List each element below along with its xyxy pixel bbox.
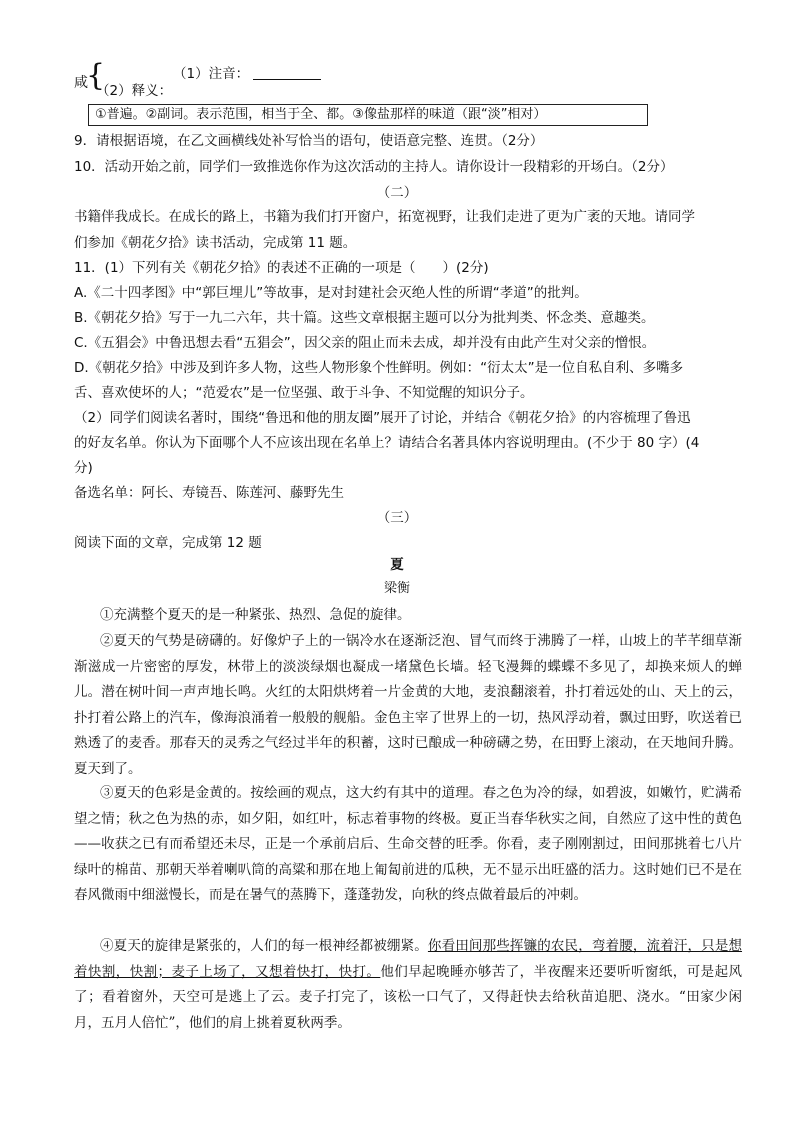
option-d-line-2: 舌、喜欢使坏的人；“范爱农”是一位坚强、敢于斗争、不知觉醒的知识分子。 xyxy=(74,385,534,401)
question-9: 9．请根据语境，在乙文画横线处补写恰当的语句，使语意完整、连贯。（2分） xyxy=(74,133,544,149)
candidate-name-list: 备选名单：阿长、寿镜吾、陈莲河、藤野先生 xyxy=(74,485,344,501)
option-d-line-1: D.《朝花夕拾》中涉及到许多人物，这些人物形象个性鲜明。例如：“衍太太”是一位自私自利、多嘴多 xyxy=(74,360,684,376)
intro-2-line-2: 们参加《朝花夕拾》读书活动，完成第 11 题。 xyxy=(74,235,357,251)
option-b: B.《朝花夕拾》写于一九二六年，共十篇。这些文章根据主题可以分为批判类、怀念类、意趣类。 xyxy=(74,310,655,326)
definition-box: ①普遍。②副词。表示范围，相当于全、都。③像盐那样的味道（跟“淡”相对） xyxy=(88,104,648,126)
option-a: A.《二十四孝图》中“郭巨埋儿”等故事，是对封建社会灭绝人性的所谓“孝道”的批判。 xyxy=(74,285,588,301)
essay-author: 梁衡 xyxy=(383,581,410,596)
question-11-part-2-line-2: 的好友名单。你认为下面哪个人不应该出现在名单上？请结合名著具体内容说明理由。(不少于 80 字）(4 xyxy=(74,435,700,451)
essay-title: 夏 xyxy=(390,557,404,573)
paragraph-4-underlined: 你看田间那些挥镰的农民，弯着腰，流着汗，只是想着快割，快割；麦子上场了，又想着快打，快打。 xyxy=(74,938,743,980)
essay-paragraph-3: ③夏天的色彩是金黄的。按绘画的观点，这大约有其中的道理。春之色为冷的绿，如碧波，如嫩竹，贮满希望之情；秋之色为热的赤，如夕阳，如红叶，标志着事物的终极。夏正当春华秋实之间，自然应了这中性的黄色——收获之已有而希望还未尽，正是一个承前启后、生命交替的旺季。你看，麦子刚刚割过，田间那挑着七八片绿叶的棉苗、那朝天举着喇叭筒的高粱和那在地上匍匐前进的瓜秧，无不显示出旺盛的活力。这时她们已不是在春风微雨中细滋慢长，而是在暑气的蒸腾下，蓬蓬勃发，向秋的终点做着最后的冲刺。 xyxy=(74,785,742,903)
paragraph-4-rest: 他们早起晚睡亦够苦了，半夜醒来还要听听窗纸，可是起风了；看着窗外，天空可是逃上了云。麦子打完了，该松一口气了，又得赶快去给秋苗追肥、浇水。“田家少闲月，五月人倍忙”，他们的肩上挑着夏秋两季。 xyxy=(74,963,743,1031)
curly-brace: { xyxy=(86,58,106,93)
intro-2-line-1: 书籍伴我成长。在成长的路上，书籍为我们打开窗户，拓宽视野，让我们走进了更为广袤的天地。请同学 xyxy=(74,209,695,225)
question-11-part-2-line-3: 分) xyxy=(74,460,93,476)
definition-label: （2）释义： xyxy=(96,83,173,99)
question-10: 10．活动开始之前，同学们一致推选你作为这次活动的主持人。请你设计一段精彩的开场白。（2分） xyxy=(74,159,674,175)
option-c: C.《五猖会》中鲁迅想去看“五猖会”，因父亲的阻止而未去成，却并没有由此产生对父亲的憎恨。 xyxy=(74,335,656,351)
question-11-part-1: 11．(1）下列有关《朝花夕拾》的表述不正确的一项是（ ）(2分) xyxy=(74,260,489,276)
character-xian: 咸 xyxy=(74,75,88,91)
essay-paragraph-1: ①充满整个夏天的是一种紧张、热烈、急促的旋律。 xyxy=(100,607,411,623)
paragraph-4-lead: ④夏天的旋律是紧张的，人们的每一根神经都被绷紧。 xyxy=(100,938,428,954)
section-heading-2: （二） xyxy=(376,185,418,201)
section-heading-3: （三） xyxy=(376,510,418,526)
question-11-part-2-line-1: （2）同学们阅读名著时，围绕“鲁迅和他的朋友圈”展开了讨论，并结合《朝花夕拾》的内容梳理了鲁迅 xyxy=(74,410,691,426)
pronunciation-blank[interactable] xyxy=(253,65,321,80)
essay-paragraph-2: ②夏天的气势是磅礴的。好像炉子上的一锅冷水在逐渐泛泡、冒气而终于沸腾了一样，山坡上的芊芊细草渐渐滋成一片密密的厚发，林带上的淡淡绿烟也凝成一堵黛色长墙。轻飞漫舞的蝶蝶不多见了，却换来烦人的蝉儿。潜在树叶间一声声地长鸣。火红的太阳烘烤着一片金黄的大地，麦浪翻滚着，扑打着远处的山、天上的云，扑打着公路上的汽车，像海浪涌着一般般的舰船。金色主宰了世界上的一切，热风浮动着，飘过田野，吹送着已熟透了的麦香。那春天的灵秀之气经过半年的积蓄，这时已酿成一种磅礴之势，在田野上滚动，在天地间升腾。夏天到了。 xyxy=(74,633,742,777)
pronunciation-label: （1）注音： xyxy=(173,62,321,82)
essay-paragraph-4 xyxy=(74,934,742,1036)
intro-3: 阅读下面的文章，完成第 12 题 xyxy=(74,535,262,551)
